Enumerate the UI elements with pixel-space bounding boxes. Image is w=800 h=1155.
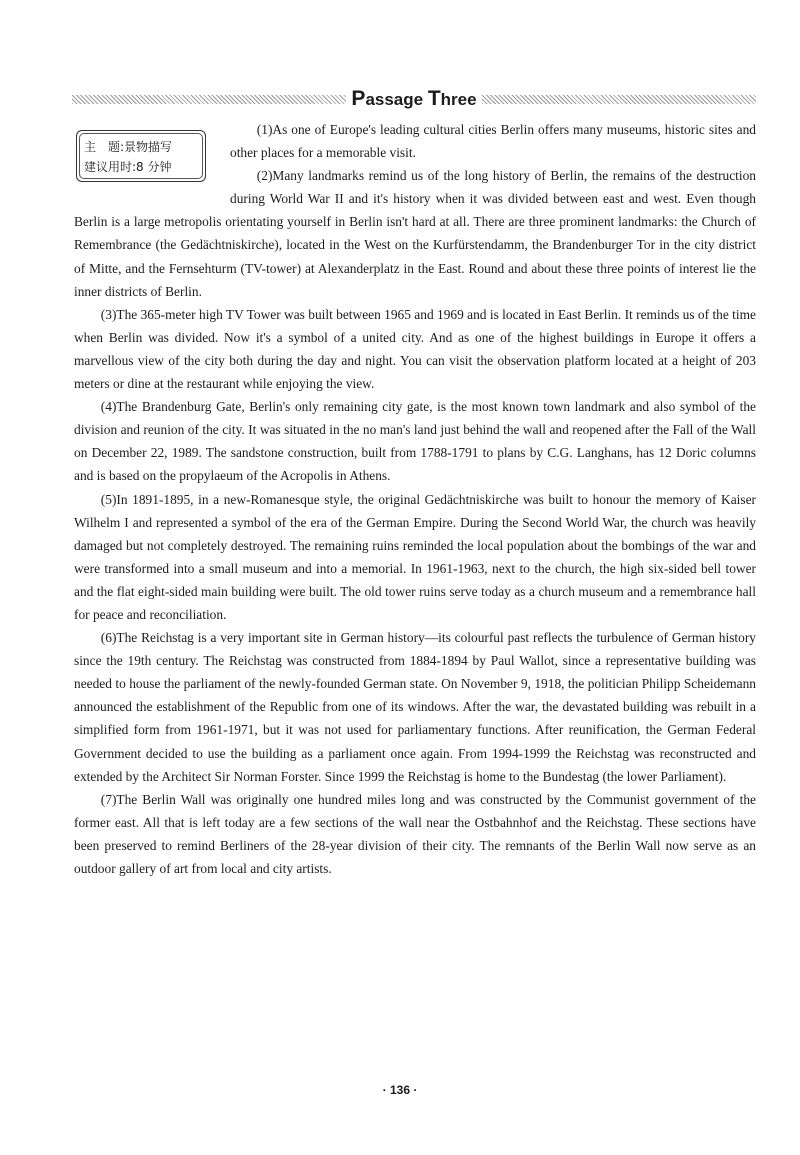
- paragraph-2: (2)Many landmarks remind us of the long history of Berlin, the remains of the destruction during World War II and it's history when it was divided between east and west. Even though Berlin is a large metropolis orientating yourself in Berlin isn't hard at all. There are three prominent landmarks: the Church of Remembrance (the Gedächtniskirche), located in the West on the Kurfürstendamm, the Brandenburger Tor in the city district of Mitte, and the Fernsehturm (TV-tower) at Alexanderplatz in the East. Round and about these three points of interest lie the inner districts of Berlin.: [74, 168, 756, 299]
- topic-info-box: [76, 130, 206, 182]
- paragraph-5: (5)In 1891-1895, in a new-Romanesque style, the original Gedächtniskirche was built to honour the memory of Kaiser Wilhelm I and represented a symbol of the era of the German Empire. During the Second World War, the church was heavily damaged but not completely destroyed. The remaining ruins reminded the local population about the bombings of the war and were transformed into a small museum and into a memorial. In 1961-1963, next to the church, the high six-sided bell tower and the flat eight-sided main building were built. The old tower ruins serve today as a church museum and a remembrance hall for peace and reconciliation.: [74, 491, 756, 622]
- title-rest-three: hree: [440, 90, 477, 109]
- paragraph-7: (7)The Berlin Wall was originally one hundred miles long and was constructed by the Communist government of the former east. All that is left today are a few sections of the wall near the Ostbahnhof and the Reichstag. These sections have been preserved to remind Berliners of the 28-year division of their city. The remnants of the Berlin Wall now serve as an outdoor gallery of art from local and city artists.: [74, 791, 756, 876]
- time-row: [84, 157, 205, 177]
- passage-body: [74, 118, 756, 880]
- time-value: 8 分钟: [136, 160, 172, 174]
- passage-title: [346, 87, 481, 111]
- topic-label: 主 题:: [84, 140, 125, 154]
- paragraph-4: (4)The Brandenburg Gate, Berlin's only remaining city gate, is the most known town landmark and also symbol of the division and reunion of the city. It was situated in the no man's land just behind the wall and reopened after the Fall of the Wall on December 22, 1989. The sandstone construction, built from 1788-1791 to plans by C.G. Langhans, has 12 Doric columns and is based on the propylaeum of the Acropolis in Athens.: [74, 399, 756, 484]
- title-cap-p: P: [351, 87, 366, 110]
- page-number: · 136 ·: [382, 1083, 418, 1097]
- title-rest-passage: assage: [365, 90, 428, 109]
- paragraph-6: (6)The Reichstag is a very important site in German history—its colourful past reflects the turbulence of German history since the 19th century. The Reichstag was constructed from 1884-1894 by Paul Wallot, since a representative building was needed to house the parliament of the newly-founded German state. On November 9, 1918, the politician Philipp Scheidemann announced the establishment of the Republic from one of its windows. After the war, the devastated building was rebuilt in a simplified form from 1961-1971, but it was not used for parliamentary functions. After reunification, the German Federal Government decided to use the building as a parliament once again. From 1994-1999 the Reichstag was reconstructed and extended by the Architect Sir Norman Forster. Since 1999 the Reichstag is home to the Bundestag (the lower Parliament).: [74, 630, 756, 784]
- topic-value: 景物描写: [124, 140, 173, 154]
- paragraph-1: (1)As one of Europe's leading cultural cities Berlin offers many museums, historic sites and other places for a memorable visit.: [230, 122, 756, 161]
- paragraph-3: (3)The 365-meter high TV Tower was built between 1965 and 1969 and is located in East Berlin. It reminds us of the time when Berlin was divided. Now it's a symbol of a united city. And as one of the highest buildings in Europe it offers a marvellous view of the city both during the day and night. You can visit the observation platform located at a height of 203 meters or dine at the restaurant while enjoying the view.: [74, 306, 756, 392]
- time-label: 建议用时:: [84, 160, 137, 174]
- title-hatch-right: [482, 95, 756, 104]
- title-cap-t: T: [427, 87, 441, 110]
- title-hatch-left: [72, 95, 346, 104]
- passage-title-bar: [72, 86, 756, 112]
- topic-row: [84, 137, 205, 157]
